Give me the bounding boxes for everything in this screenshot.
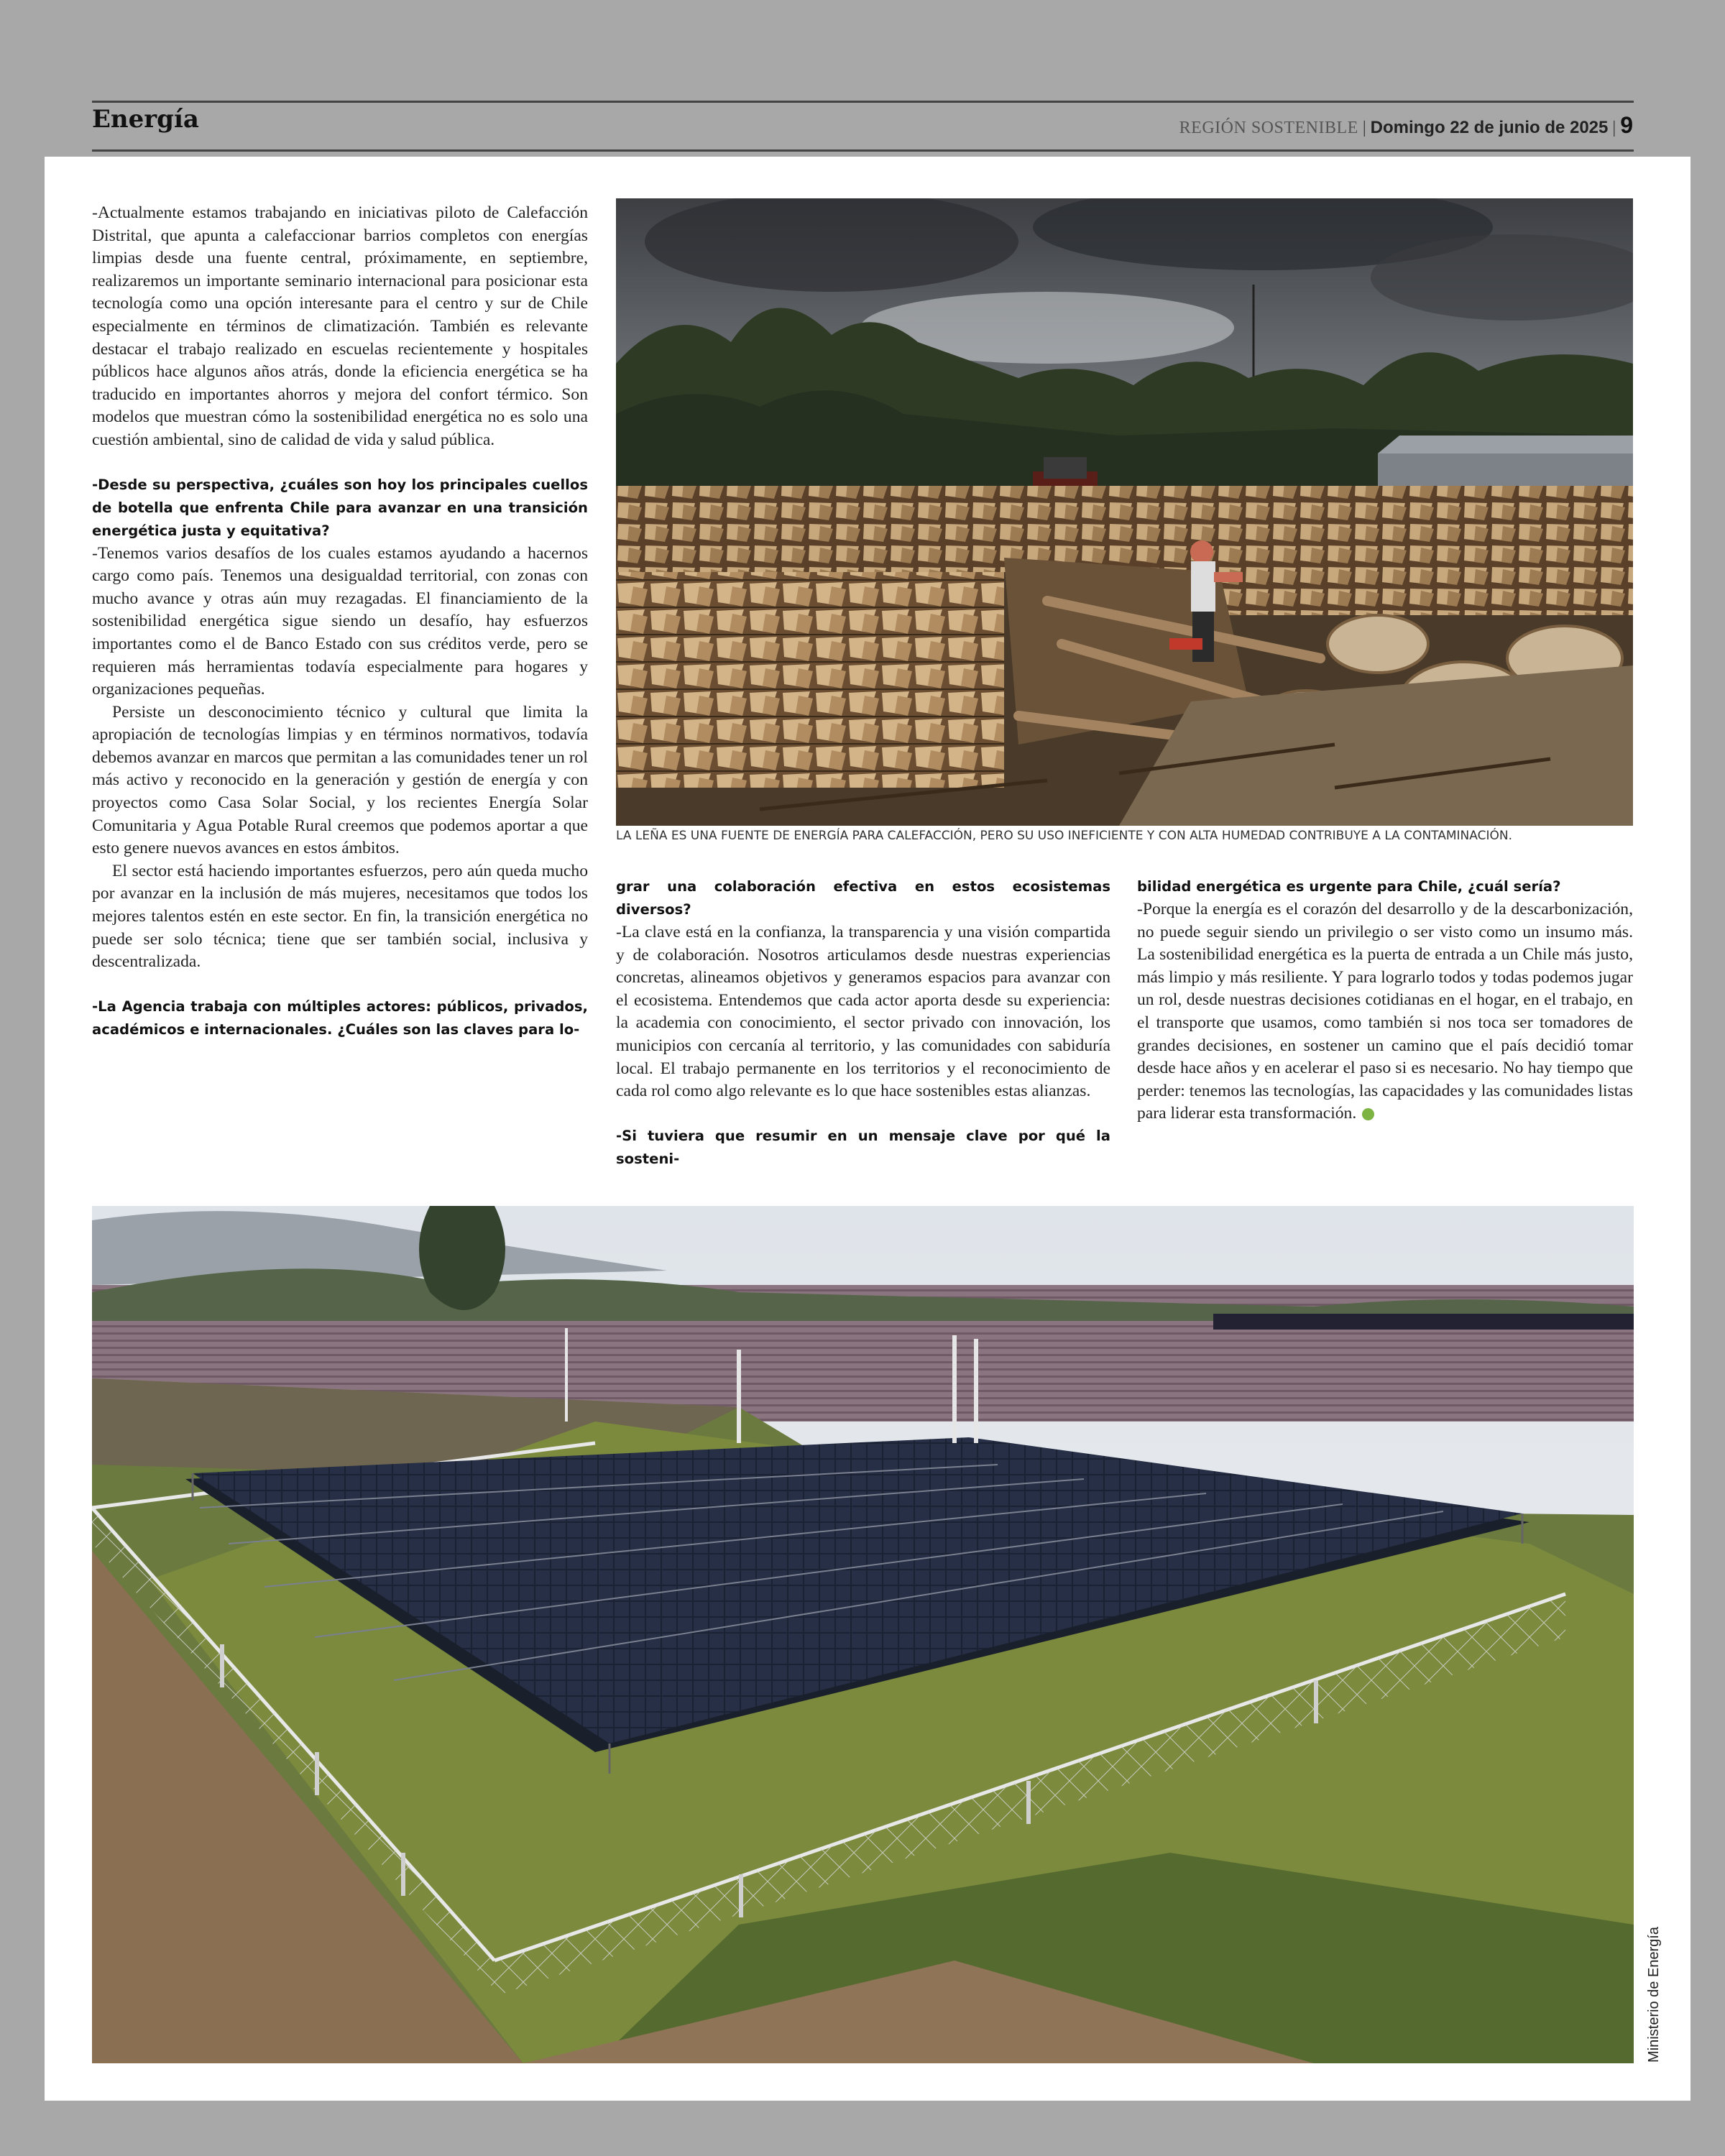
folio-separator: | xyxy=(1362,119,1371,137)
photo-caption: LA LEÑA ES UNA FUENTE DE ENERGÍA PARA CALEFACCIÓN, PERO SU USO INEFICIENTE Y CON ALTA HUMEDAD CONTRIBUYE A LA CONTAMINACIÓN. xyxy=(616,829,1512,843)
firewood-photo xyxy=(616,198,1633,826)
article-paragraph xyxy=(1137,898,1633,1125)
article-paragraph-text: -Porque la energía es el corazón del desarrollo y de la descarbonización, no puede seguir siendo un privilegio o ser visto como un insumo más. La sostenibilidad energética es la puerta de entrada a un Chile más justo, más limpio y más resiliente. Y para lograrlo todos y todas podemos jugar un rol, desde nuestras decisiones cotidianas en el hogar, en el trabajo, en el transporte que usamos, como también si nos toca ser tomadores de grandes decisiones, en sostener un camino que el país decidió tomar desde hace años y en acelerar el paso si es necesario. No hay tiempo que perder: tenemos las tecnologías, las capacidades y las comunidades listas para liderar esta transformación. xyxy=(1137,900,1633,1123)
page-number: 9 xyxy=(1620,112,1633,138)
article-paragraph: El sector está haciendo importantes esfuerzos, pero aún queda mucho por avanzar en la inclusión de más mujeres, necesitamos que todos los mejores talentos estén en este sector. En fin, la transición energética no puede ser solo técnica; tiene que ser también social, inclusiva y descentralizada. xyxy=(92,861,588,972)
photo-credit: Ministerio de Energía xyxy=(1646,1927,1662,2063)
interview-question: -Si tuviera que resumir en un mensaje clave por qué la sosteni- xyxy=(616,1127,1110,1167)
section-title: Energía xyxy=(92,105,199,134)
solar-plant-photo xyxy=(92,1206,1634,2063)
header-rule-top xyxy=(92,101,1634,103)
article-paragraph: -Tenemos varios desafíos de los cuales estamos ayudando a hacernos cargo como país. Tenemos una desigualdad territorial, con zonas con mucho avance y otras aún muy rezagadas. El financiamiento de la sostenibilidad energética sigue siendo un desafío, hay esfuerzos importantes como el de Banco Estado con sus créditos verde, pero se requieren más herramientas todavía especialmente para hogares y organizaciones pequeñas. xyxy=(92,543,588,699)
publication-name: REGIÓN SOSTENIBLE xyxy=(1179,119,1358,137)
article-paragraph: Persiste un desconocimiento técnico y cultural que limita la apropiación de tecnologías limpias y en términos normativos, todavía debemos avanzar en marcos que permitan a las comunidades tener un rol más activo y reconocido en la generación y gestión de energía y con proyectos como Casa Solar Social, y los recientes Energía Solar Comunitaria y Agua Potable Rural creemos que podemos aportar a que esto genere nuevos avances en estos ámbitos. xyxy=(92,702,588,858)
article-paragraph: -La clave está en la confianza, la transparencia y una visión compartida y de colaboración. Nosotros articulamos desde nuestras experiencias concretas, alineamos objetivos y generamos espacios para avanzar con el ecosistema. Entendemos que cada actor aporta desde su experiencia: la academia con conocimiento, el sector privado con innovación, los municipios con cercanía al territorio, y las comunidades con sabiduría local. El trabajo permanente en los territorios y el reconocimiento de cada rol como algo relevante es lo que hace sostenibles estas alianzas. xyxy=(616,923,1110,1101)
folio-separator: | xyxy=(1612,119,1621,137)
article-column-right xyxy=(1137,875,1633,1125)
issue-date: Domingo 22 de junio de 2025 xyxy=(1370,118,1609,137)
article-column-left xyxy=(92,202,588,1041)
firewood-photo-illustration xyxy=(616,198,1633,826)
folio xyxy=(1179,112,1633,139)
interview-question: grar una colaboración efectiva en estos ecosistemas diversos? xyxy=(616,878,1110,918)
interview-question: -Desde su perspectiva, ¿cuáles son hoy los principales cuellos de botella que enfrenta Chile para avanzar en una transición energética justa y equitativa? xyxy=(92,476,588,539)
article-column-middle xyxy=(616,875,1110,1171)
article-paragraph: -Actualmente estamos trabajando en iniciativas piloto de Calefacción Distrital, que apunta a calefaccionar barrios completos con energías limpias desde una fuente central, próximamente, en septiembre, realizaremos un importante seminario internacional para posicionar esta tecnología como una opción interesante para el centro y sur de Chile especialmente en términos de climatización. También es relevante destacar el trabajo realizado en escuelas recientemente y hospitales públicos hace algunos años atrás, donde la eficiencia energética se ha traducido en importantes ahorros y mejora del confort térmico. Son modelos que muestran cómo la sostenibilidad energética no es solo una cuestión ambiental, sino de calidad de vida y salud pública. xyxy=(92,203,588,449)
end-mark-dot xyxy=(1362,1108,1374,1120)
solar-plant-photo-illustration xyxy=(92,1206,1634,2063)
interview-question: -La Agencia trabaja con múltiples actores: públicos, privados, académicos e internacionales. ¿Cuáles son las claves para lo- xyxy=(92,998,588,1038)
interview-question: bilidad energética es urgente para Chile, ¿cuál sería? xyxy=(1137,878,1561,895)
header-rule-bottom xyxy=(92,149,1634,152)
